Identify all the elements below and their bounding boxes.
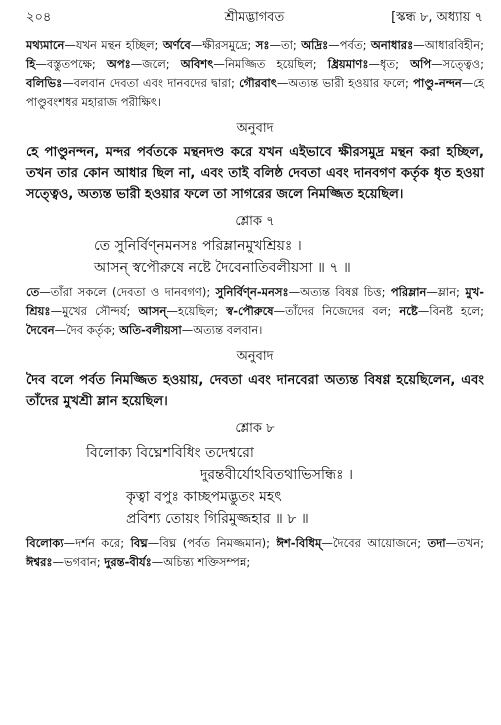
synonym-meaning: যখন মন্থন হচ্ছিল; — [75, 38, 159, 52]
book-title: শ্রীমদ্ভাগবত — [224, 10, 285, 25]
synonym-meaning: হয়েছিল; — [177, 304, 219, 318]
synonyms-verse-8: বিলোক্য—দর্শন করে; বিঘ্ন—বিঘ্ন (পর্বত নিমজ্জমান); ঈশ-বিধিম্—দৈবের আয়োজনে; তদা—তখন; ঈশ্বরঃ—ভগবান; দুরন্ত-বীর্যঃ—অচিন্ত্য শক্তিসম্পন্ন; — [26, 536, 485, 569]
synonym-term: পাণ্ডু-নন্দন — [413, 76, 462, 90]
synonym-term: হি — [26, 57, 36, 71]
synonym-term: ঈশ-বিধিম্ — [276, 536, 322, 550]
synonym-meaning: তা; — [280, 38, 297, 52]
synonym-meaning: বলবান দেবতা এবং দানবদের দ্বারা; — [73, 76, 235, 90]
synonym-term: দুরন্ত-বীর্যঃ — [104, 555, 152, 569]
synonym-meaning: তাঁদের নিজেদের বল; — [285, 304, 392, 318]
translation-verse-6: হে পাণ্ডুনন্দন, মন্দর পর্বতকে মন্থনদণ্ড করে যখন এইভাবে ক্ষীরসমুদ্র মন্থন করা হচ্ছিল, তখন তার কোন আধার ছিল না, এবং তাই বলিষ্ঠ দেবতা এবং দানবগণ কর্তৃক ধৃত হওয়া সত্ত্বেও, অত্যন্ত ভারী হওয়ার ফলে তা সাগরের জলে নিমজ্জিত হয়েছিল। — [26, 145, 484, 202]
synonym-meaning: নিমজ্জিত হয়েছিল; — [224, 57, 317, 71]
synonym-meaning: মুখের সৌন্দর্য; — [62, 304, 131, 318]
synonym-term: অদ্রিঃ — [301, 38, 329, 52]
synonym-meaning: তাঁরা সকলে (দেবতা ও দানবগণ); — [50, 285, 211, 299]
synonym-meaning: বিনষ্ট হলে; — [429, 304, 484, 318]
verse-8-line-1: বিলোক্য বিঘ্নেশবিধিং তদেশ্বরো — [86, 445, 254, 461]
synonym-term: নষ্টে — [399, 304, 418, 318]
synonym-term: অনাধারঃ — [370, 38, 414, 52]
verse-8-line-4: প্রবিশ্য তোয়ং গিরিমুজ্জহার ॥ ৮ ॥ — [126, 511, 309, 527]
synonym-term: তদা — [427, 536, 446, 550]
synonym-term: অর্ণবে — [162, 38, 191, 52]
verse-heading-7: শ্লোক ৭ — [235, 214, 275, 229]
synonym-term: ঈশ্বরঃ — [26, 555, 53, 569]
synonym-term: সুনির্বিণ্ন-মনসঃ — [215, 285, 289, 299]
verse-8-line-2: দুরন্তবীর্যোঽবিতথাভিসন্ধিঃ । — [200, 467, 353, 483]
synonym-term: মথ্যমানে — [26, 38, 65, 52]
synonym-term: আসন্ — [138, 304, 167, 318]
synonym-term: অবিশৎ — [180, 57, 214, 71]
synonym-meaning: পর্বত; — [339, 38, 367, 52]
synonym-term: স্ব-পৌরুষে — [226, 304, 274, 318]
verse-heading-8: শ্লোক ৮ — [235, 421, 275, 436]
synonym-meaning: বস্তুতপক্ষে; — [46, 57, 96, 71]
synonym-meaning: অচিন্ত্য শক্তিসম্পন্ন; — [163, 555, 251, 569]
synonym-meaning: দৈবের আয়োজনে; — [332, 536, 422, 550]
synonym-term: অপি — [410, 57, 432, 71]
synonym-term: তে — [26, 285, 40, 299]
synonym-meaning: ক্ষীরসমুদ্রে; — [202, 38, 252, 52]
synonym-meaning: অত্যন্ত বলবান। — [193, 323, 263, 337]
synonym-meaning: সত্ত্বেও; — [442, 57, 485, 71]
synonym-term: মুখ-শ্রিয়ঃ — [26, 285, 485, 318]
synonym-meaning: হে পাণ্ডুবংশধর মহারাজ পরীক্ষিৎ। — [26, 76, 485, 109]
synonym-meaning: জলে; — [142, 57, 170, 71]
synonym-meaning: ভগবান; — [64, 555, 101, 569]
synonym-term: বিঘ্ন — [130, 536, 148, 550]
verse-7-line-2: আসন্ স্বপৌরুষে নষ্টে দৈবেনাতিবলীয়সা ॥ ৭ ॥ — [94, 260, 351, 276]
translation-verse-7: দৈব বলে পর্বত নিমজ্জিত হওয়ায়, দেবতা এবং দানবেরা অত্যন্ত বিষণ্ণ হয়েছিলেন, এবং তাঁদের মুখশ্রী ম্লান হয়েছিল। — [26, 373, 484, 409]
synonym-meaning: তখন; — [457, 536, 485, 550]
synonym-term: অতি-বলীয়সা — [119, 323, 182, 337]
page-body — [26, 36, 484, 572]
translation-heading-7: অনুবাদ — [236, 349, 274, 364]
page-header — [26, 8, 483, 28]
synonym-term: বিলোক্য — [26, 536, 64, 550]
synonyms-verse-6: মথ্যমানে—যখন মন্থন হচ্ছিল; অর্ণবে—ক্ষীরসমুদ্রে; সঃ—তা; অদ্রিঃ—পর্বত; অনাধারঃ—আধারবিহীন; হি—বস্তুতপক্ষে; অপঃ—জলে; অবিশৎ—নিমজ্জিত হয়েছিল; ধ্রিয়মাণঃ—ধৃত; অপি—সত্ত্বেও; বলিভিঃ—বলবান দেবতা এবং দানবদের দ্বারা; গৌরবাৎ—অত্যন্ত ভারী হওয়ার ফলে; পাণ্ডু-নন্দন—হে পাণ্ডুবংশধর মহারাজ পরীক্ষিৎ। — [26, 38, 485, 109]
synonym-meaning: দর্শন করে; — [75, 536, 125, 550]
page-number: ২০৪ — [26, 10, 52, 25]
synonym-term: ধ্রিয়মাণঃ — [327, 57, 369, 71]
canto-chapter: [স্কন্ধ ৮, অধ্যায় ৭ — [391, 10, 483, 25]
translation-heading-6: অনুবাদ — [236, 121, 274, 136]
synonym-meaning: বিঘ্ন (পর্বত নিমজ্জমান); — [159, 536, 271, 550]
synonym-term: গৌরবাৎ — [239, 76, 277, 90]
verse-7-line-1: তে সুনির্বিণ্নমনসঃ পরিম্লানমুখশ্রিয়ঃ । — [94, 238, 302, 254]
synonym-meaning: ধৃত; — [380, 57, 399, 71]
synonym-term: সঃ — [255, 38, 270, 52]
synonym-meaning: আধারবিহীন; — [424, 38, 485, 52]
synonym-term: অপঃ — [106, 57, 131, 71]
verse-8-line-3: কৃত্বা বপুঃ কাচ্ছপমদ্ভুতং মহৎ — [126, 489, 282, 505]
synonym-meaning: ম্লান; — [437, 285, 460, 299]
synonym-term: দৈবেন — [26, 323, 55, 337]
synonym-meaning: অত্যন্ত বিষণ্ণ চিত্ত; — [300, 285, 386, 299]
synonym-term: পরিম্লান — [390, 285, 427, 299]
synonyms-verse-7: তে—তাঁরা সকলে (দেবতা ও দানবগণ); সুনির্বিণ্ন-মনসঃ—অত্যন্ত বিষণ্ণ চিত্ত; পরিম্লান—ম্লান; মুখ-শ্রিয়ঃ—মুখের সৌন্দর্য; আসন্—হয়েছিল; স্ব-পৌরুষে—তাঁদের নিজেদের বল; নষ্টে—বিনষ্ট হলে; দৈবেন—দৈব কর্তৃক; অতি-বলীয়সা—অত্যন্ত বলবান। — [26, 285, 485, 337]
synonym-meaning: অত্যন্ত ভারী হওয়ার ফলে; — [288, 76, 409, 90]
synonym-meaning: দৈব কর্তৃক; — [66, 323, 116, 337]
synonym-term: বলিভিঃ — [26, 76, 63, 90]
